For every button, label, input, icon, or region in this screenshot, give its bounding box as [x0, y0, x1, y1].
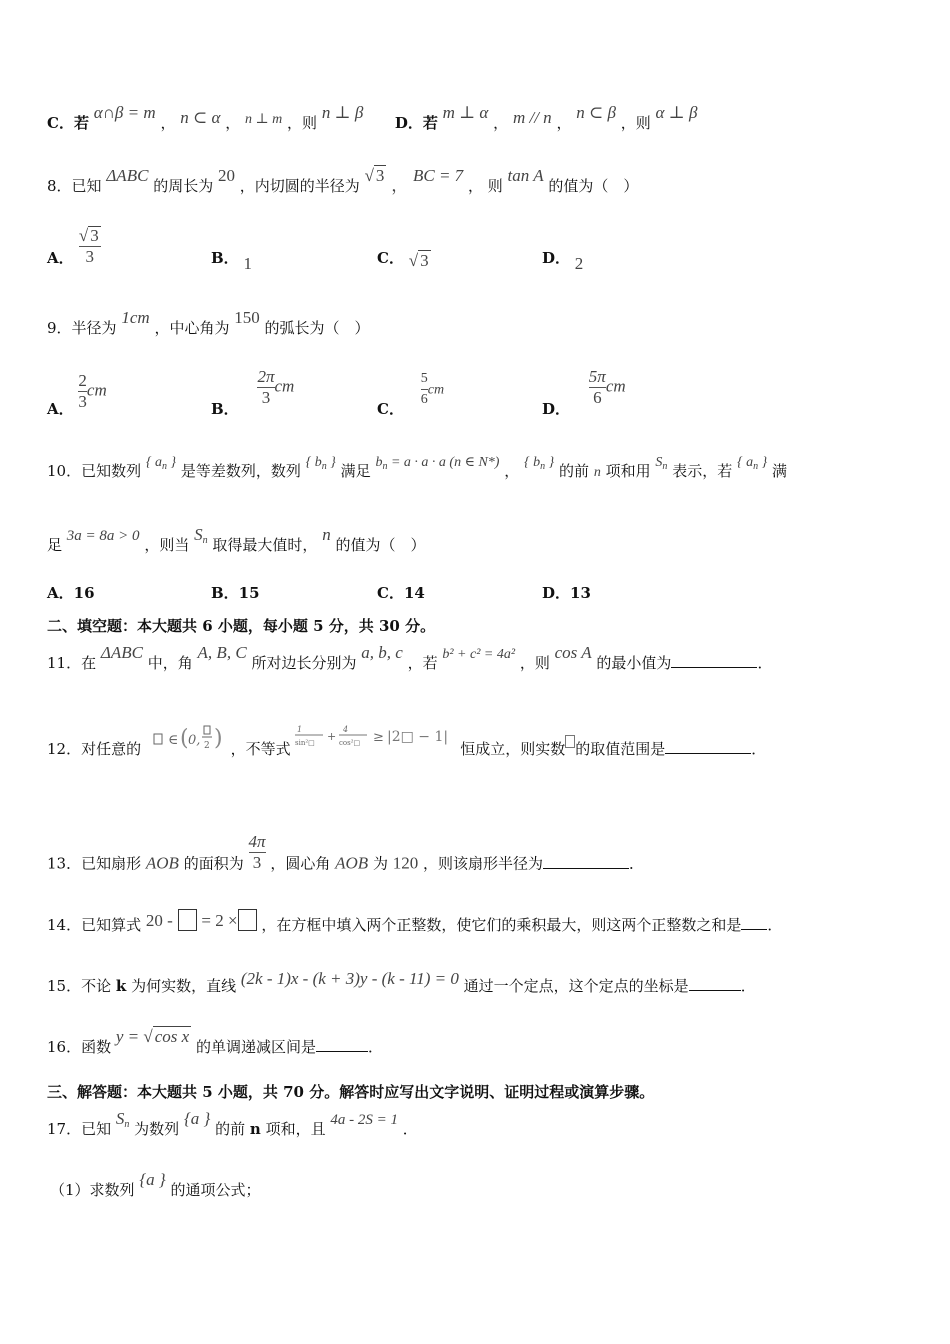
- q7-d-expr4: α ⊥ β: [655, 103, 698, 122]
- q17-text4: ．: [402, 1120, 418, 1138]
- q16-text1: 的单调递减区间是: [196, 1038, 317, 1056]
- q17-number: 17．已知: [47, 1120, 112, 1138]
- q9-b-frac: [257, 368, 274, 407]
- q9-text2: 的弧长为（ ）: [264, 319, 370, 337]
- q17-stem: [47, 1109, 910, 1142]
- q8-number: 8．已知: [47, 177, 102, 195]
- q12-domain-image: [146, 721, 226, 755]
- q11-period: ．: [757, 654, 773, 672]
- svg-text:2: 2: [203, 741, 210, 751]
- svg-text:+: +: [327, 730, 337, 743]
- q10-l2-sn: Sn: [194, 525, 208, 546]
- q7-d-expr1: m ⊥ α: [442, 103, 489, 122]
- q10-option-c: C．14: [377, 584, 425, 602]
- q7-option-c-label: C．若: [47, 114, 89, 132]
- q7-c-expr2: n ⊂ α: [180, 108, 221, 127]
- q8-sqrt3-radicand: 3: [375, 166, 385, 185]
- q7-c-comma1: ，: [160, 114, 176, 132]
- q14-number: 14．已知算式: [47, 916, 142, 934]
- q11-angles: A, B, C: [197, 643, 247, 662]
- q9-a-unit: cm: [86, 380, 107, 400]
- q10-l2-text3: 取得最大值时，: [212, 536, 318, 554]
- q8-option-d: [542, 247, 584, 273]
- q8-sqrt3: √ 3: [364, 166, 385, 185]
- q8-perimeter: 20: [218, 166, 235, 185]
- q15-text1: 为何实数，直线: [131, 977, 237, 995]
- q9-c-unit: cm: [427, 382, 445, 398]
- svg-text:): ): [213, 726, 223, 751]
- q14-eq-right: = 2 ×: [201, 911, 238, 930]
- q16-number: 16．函数: [47, 1038, 112, 1056]
- q17-part1-text: （1）求数列: [50, 1181, 135, 1199]
- q9-c-label: C．: [377, 399, 404, 418]
- q8-a-den: 3: [85, 247, 95, 266]
- q7-d-expr3: n ⊂ β: [576, 103, 616, 122]
- q7-c-expr1: α∩β = m: [93, 103, 156, 122]
- q16-y: y =: [115, 1027, 140, 1046]
- q9-radius: 1cm: [121, 308, 150, 327]
- q14-text1: ，在方框中填入两个正整数，使它们的乘积最大，则这两个正整数之和是: [261, 916, 742, 934]
- q8-text2: ，内切圆的半径为: [239, 177, 360, 195]
- svg-text:≥: ≥: [373, 730, 385, 745]
- q9-option-a: [47, 371, 107, 418]
- q17-part1-text2: 的通项公式；: [170, 1181, 261, 1199]
- q10-option-b: B．15: [211, 584, 260, 602]
- q11-text3: ，若: [407, 654, 438, 672]
- q10-text5: 项和用: [605, 462, 651, 480]
- q11-sides: a, b, c: [361, 643, 403, 662]
- q8-d-val: 2: [574, 254, 584, 273]
- q10-text7: 满: [771, 462, 787, 480]
- q8-tan: tan A: [507, 166, 544, 185]
- q10-seq-a2: { $a_n$ }: [736, 455, 768, 472]
- q14-stem: [47, 911, 910, 937]
- q12-variable-box-icon: [565, 735, 575, 748]
- q9-b-den: 3: [261, 388, 271, 407]
- q13-period: ．: [629, 854, 645, 873]
- svg-text:sin²□: sin²□: [295, 739, 316, 747]
- q15-period: ．: [740, 977, 756, 995]
- q13-angle: 120: [392, 853, 419, 873]
- q7-c-expr3: n ⊥ m: [244, 112, 283, 127]
- q11-answer-blank[interactable]: [671, 653, 757, 668]
- q8-bc: BC = 7: [412, 166, 464, 185]
- q7-c-then: ，则: [287, 114, 318, 132]
- q13-sector: AOB: [145, 853, 179, 873]
- q9-a-den: 3: [78, 392, 87, 411]
- q10-l2-text2: ，则当: [144, 536, 190, 554]
- q9-a-num: 2: [78, 371, 87, 390]
- q9-angle: 150: [234, 308, 260, 327]
- q12-text1: ，不等式: [230, 740, 291, 758]
- q7-d-comma2: ，: [556, 114, 572, 132]
- q10-number: 10．已知数列: [47, 462, 142, 480]
- q10-stem-line2: [47, 525, 910, 558]
- svg-text:|2□ − 1|: |2□ − 1|: [387, 729, 449, 745]
- q10-seq-a: { $a_n$ }: [145, 455, 177, 472]
- q9-d-frac: [589, 368, 606, 407]
- q15-stem: [47, 969, 910, 996]
- svg-text:0,: 0,: [187, 733, 201, 748]
- q10-text3: ，: [504, 462, 520, 480]
- q10-text2: 满足: [340, 462, 371, 480]
- q12-inequality-image: [295, 721, 455, 755]
- q8-option-b: [211, 247, 252, 273]
- q9-d-num: 5π: [588, 367, 606, 386]
- q14-eq-left: 20 -: [145, 911, 173, 930]
- q10-option-a: A．16: [47, 584, 95, 602]
- q9-c-frac: [421, 370, 428, 409]
- q10-n: n: [593, 465, 601, 480]
- q17-sn: Sn: [115, 1109, 130, 1130]
- q7-d-comma1: ，: [493, 114, 509, 132]
- q15-line-equation: (2k - 1)x - (k + 3)y - (k - 11) = 0: [240, 969, 459, 988]
- q7-option-d-label: D．若: [394, 114, 438, 132]
- q9-option-b: [211, 367, 295, 418]
- q13-area-num: 4π: [248, 832, 266, 851]
- q17-n: n: [249, 1120, 261, 1138]
- q7-d-then: ，则: [620, 114, 651, 132]
- section-2-heading: 二、填空题：本大题共 6 小题，每小题 5 分，共 30 分。: [47, 617, 436, 635]
- q17-sn-letter: S: [115, 1109, 125, 1128]
- q7-d-expr2: m // n: [512, 108, 552, 127]
- q11-condition: b² + c² = 4a²: [442, 647, 516, 662]
- q9-stem: [47, 308, 910, 338]
- q13-text1: 的面积为: [183, 854, 244, 873]
- q7-c-expr4: n ⊥ β: [321, 103, 364, 122]
- q8-a-num: 3: [90, 226, 99, 245]
- q11-triangle: ΔABC: [100, 643, 143, 662]
- q15-number: 15．不论: [47, 977, 112, 995]
- q10-l2-text1: 足: [47, 536, 63, 554]
- q8-text4: 的值为（ ）: [548, 177, 639, 195]
- q17-text1: 为数列: [134, 1120, 180, 1138]
- q17-text2: 的前: [215, 1120, 246, 1138]
- q10-seq-b-letter: b: [314, 455, 322, 470]
- q10-seq-a-letter: a: [154, 455, 162, 470]
- q14-period: ．: [767, 916, 783, 934]
- q15-text2: 通过一个定点，这个定点的坐标是: [463, 977, 689, 995]
- q7-options-row: [47, 103, 910, 135]
- q15-answer-blank[interactable]: [689, 976, 741, 991]
- q8-a-label: A．: [47, 249, 74, 267]
- q10-text6: 表示，若: [672, 462, 733, 480]
- q10-formula: $b_n = a \cdot a \cdot a$ (n ∈ N*): [375, 455, 500, 472]
- q16-function: y = √ cos x: [115, 1027, 190, 1046]
- q8-triangle: ΔABC: [106, 166, 149, 185]
- q12-text2: 恒成立，则实数: [460, 740, 566, 758]
- q13-number: 13．已知扇形: [47, 854, 142, 873]
- svg-text:4: 4: [343, 725, 349, 734]
- q7-c-comma2: ，: [225, 114, 241, 132]
- q10-seq-b: { $b_n$ }: [305, 455, 336, 472]
- q10-stem-line1: [47, 455, 910, 484]
- q8-text1: 的周长为: [153, 177, 214, 195]
- q17-part1-seq: {a }: [139, 1170, 166, 1189]
- q9-option-d: [542, 367, 626, 418]
- svg-text:1: 1: [297, 725, 303, 734]
- q13-area-frac: [249, 833, 266, 872]
- q10-text1: 是等差数列，数列: [180, 462, 301, 480]
- q16-answer-blank[interactable]: [316, 1037, 368, 1052]
- q10-seq-b2: { $b_n$ }: [524, 455, 555, 472]
- q11-text4: ，则: [519, 654, 550, 672]
- q8-c-val: 3: [420, 251, 429, 270]
- q8-stem: 8．已知 ΔABC 的周长为 20 ，内切圆的半径为 √ 3 ， BC = 7 ， 则 tan A 的值为（ ）: [47, 166, 639, 195]
- q8-c-label: C．: [377, 249, 404, 267]
- q8-option-c: C． √ 3: [377, 249, 429, 270]
- q9-a-frac: [78, 372, 87, 411]
- q8-d-label: D．: [542, 249, 571, 267]
- q9-b-unit: cm: [274, 376, 295, 396]
- q12-answer-blank[interactable]: [665, 739, 751, 754]
- q15-k: k: [115, 977, 127, 995]
- q12-number: 12．对任意的: [47, 740, 142, 758]
- q11-text2: 所对边长分别为: [251, 654, 357, 672]
- q9-d-den: 6: [593, 388, 602, 407]
- q12-stem: [47, 725, 910, 767]
- q17-seq: {a }: [183, 1109, 211, 1128]
- q17-part1: [50, 1170, 910, 1200]
- svg-text:cos²□: cos²□: [339, 739, 361, 747]
- q10-formula-b: b: [375, 455, 383, 470]
- q9-b-num: 2π: [257, 367, 275, 386]
- q9-d-unit: cm: [605, 376, 626, 396]
- q9-c-den: 6: [420, 392, 428, 407]
- q8-b-label: B．: [211, 249, 239, 267]
- q9-b-label: B．: [211, 399, 239, 418]
- q11-text5: 的最小值为: [596, 654, 672, 672]
- q8-a-frac: $\frac{√ 3}{3}$: [78, 226, 99, 266]
- svg-text:(: (: [179, 726, 189, 751]
- q8-b-val: 1: [243, 254, 252, 273]
- q13-area-den: 3: [252, 853, 262, 872]
- q12-text3: 的取值范围是: [575, 740, 666, 758]
- q17-text3: 项和，且: [265, 1120, 326, 1138]
- q13-text3: 为: [372, 854, 388, 873]
- q13-text4: ，则该扇形半径为: [423, 854, 544, 873]
- q12-period: ．: [751, 740, 767, 758]
- q10-condition: 3a = 8a > 0: [66, 528, 140, 544]
- q16-cos: cos x: [154, 1027, 190, 1046]
- q10-text4: 的前: [559, 462, 590, 480]
- q13-sector2: AOB: [335, 853, 369, 873]
- q10-l2-text4: 的值为（ ）: [335, 536, 426, 554]
- q13-text2: ，圆心角: [270, 854, 331, 873]
- svg-text:∈: ∈: [167, 732, 179, 748]
- q9-d-label: D．: [542, 399, 571, 418]
- q10-l2-n: n: [322, 525, 331, 544]
- q8-text3: ， 则: [467, 177, 503, 195]
- q10-option-d: D．13: [542, 584, 591, 602]
- q9-c-num: 5: [420, 371, 428, 386]
- q10-formula-rhs: a · a · a (n ∈ N*): [403, 455, 500, 470]
- q11-stem: [47, 643, 910, 675]
- q11-number: 11．在: [47, 654, 97, 672]
- q9-option-c: [377, 370, 445, 418]
- q13-answer-blank[interactable]: [543, 854, 629, 869]
- q11-cos: cos A: [554, 643, 592, 662]
- section-3-heading: 三、解答题：本大题共 5 小题，共 70 分。解答时应写出文字说明、证明过程或演算步骤。: [47, 1083, 655, 1101]
- q16-period: ．: [368, 1038, 384, 1056]
- q9-a-label: A．: [47, 399, 74, 418]
- q8-option-a: [47, 226, 101, 268]
- q11-text1: 中，角: [147, 654, 193, 672]
- q16-stem: [47, 1027, 910, 1057]
- q10-sn-letter: S: [655, 455, 663, 470]
- q17-condition: 4a - 2S = 1: [330, 1112, 398, 1128]
- q14-box-2[interactable]: [238, 909, 257, 931]
- q10-sn: $S_n$: [655, 455, 668, 472]
- q14-answer-blank[interactable]: [741, 915, 767, 930]
- q9-text1: ，中心角为: [154, 319, 230, 337]
- q9-number: 9．半径为: [47, 319, 117, 337]
- q14-box-1[interactable]: [178, 909, 197, 931]
